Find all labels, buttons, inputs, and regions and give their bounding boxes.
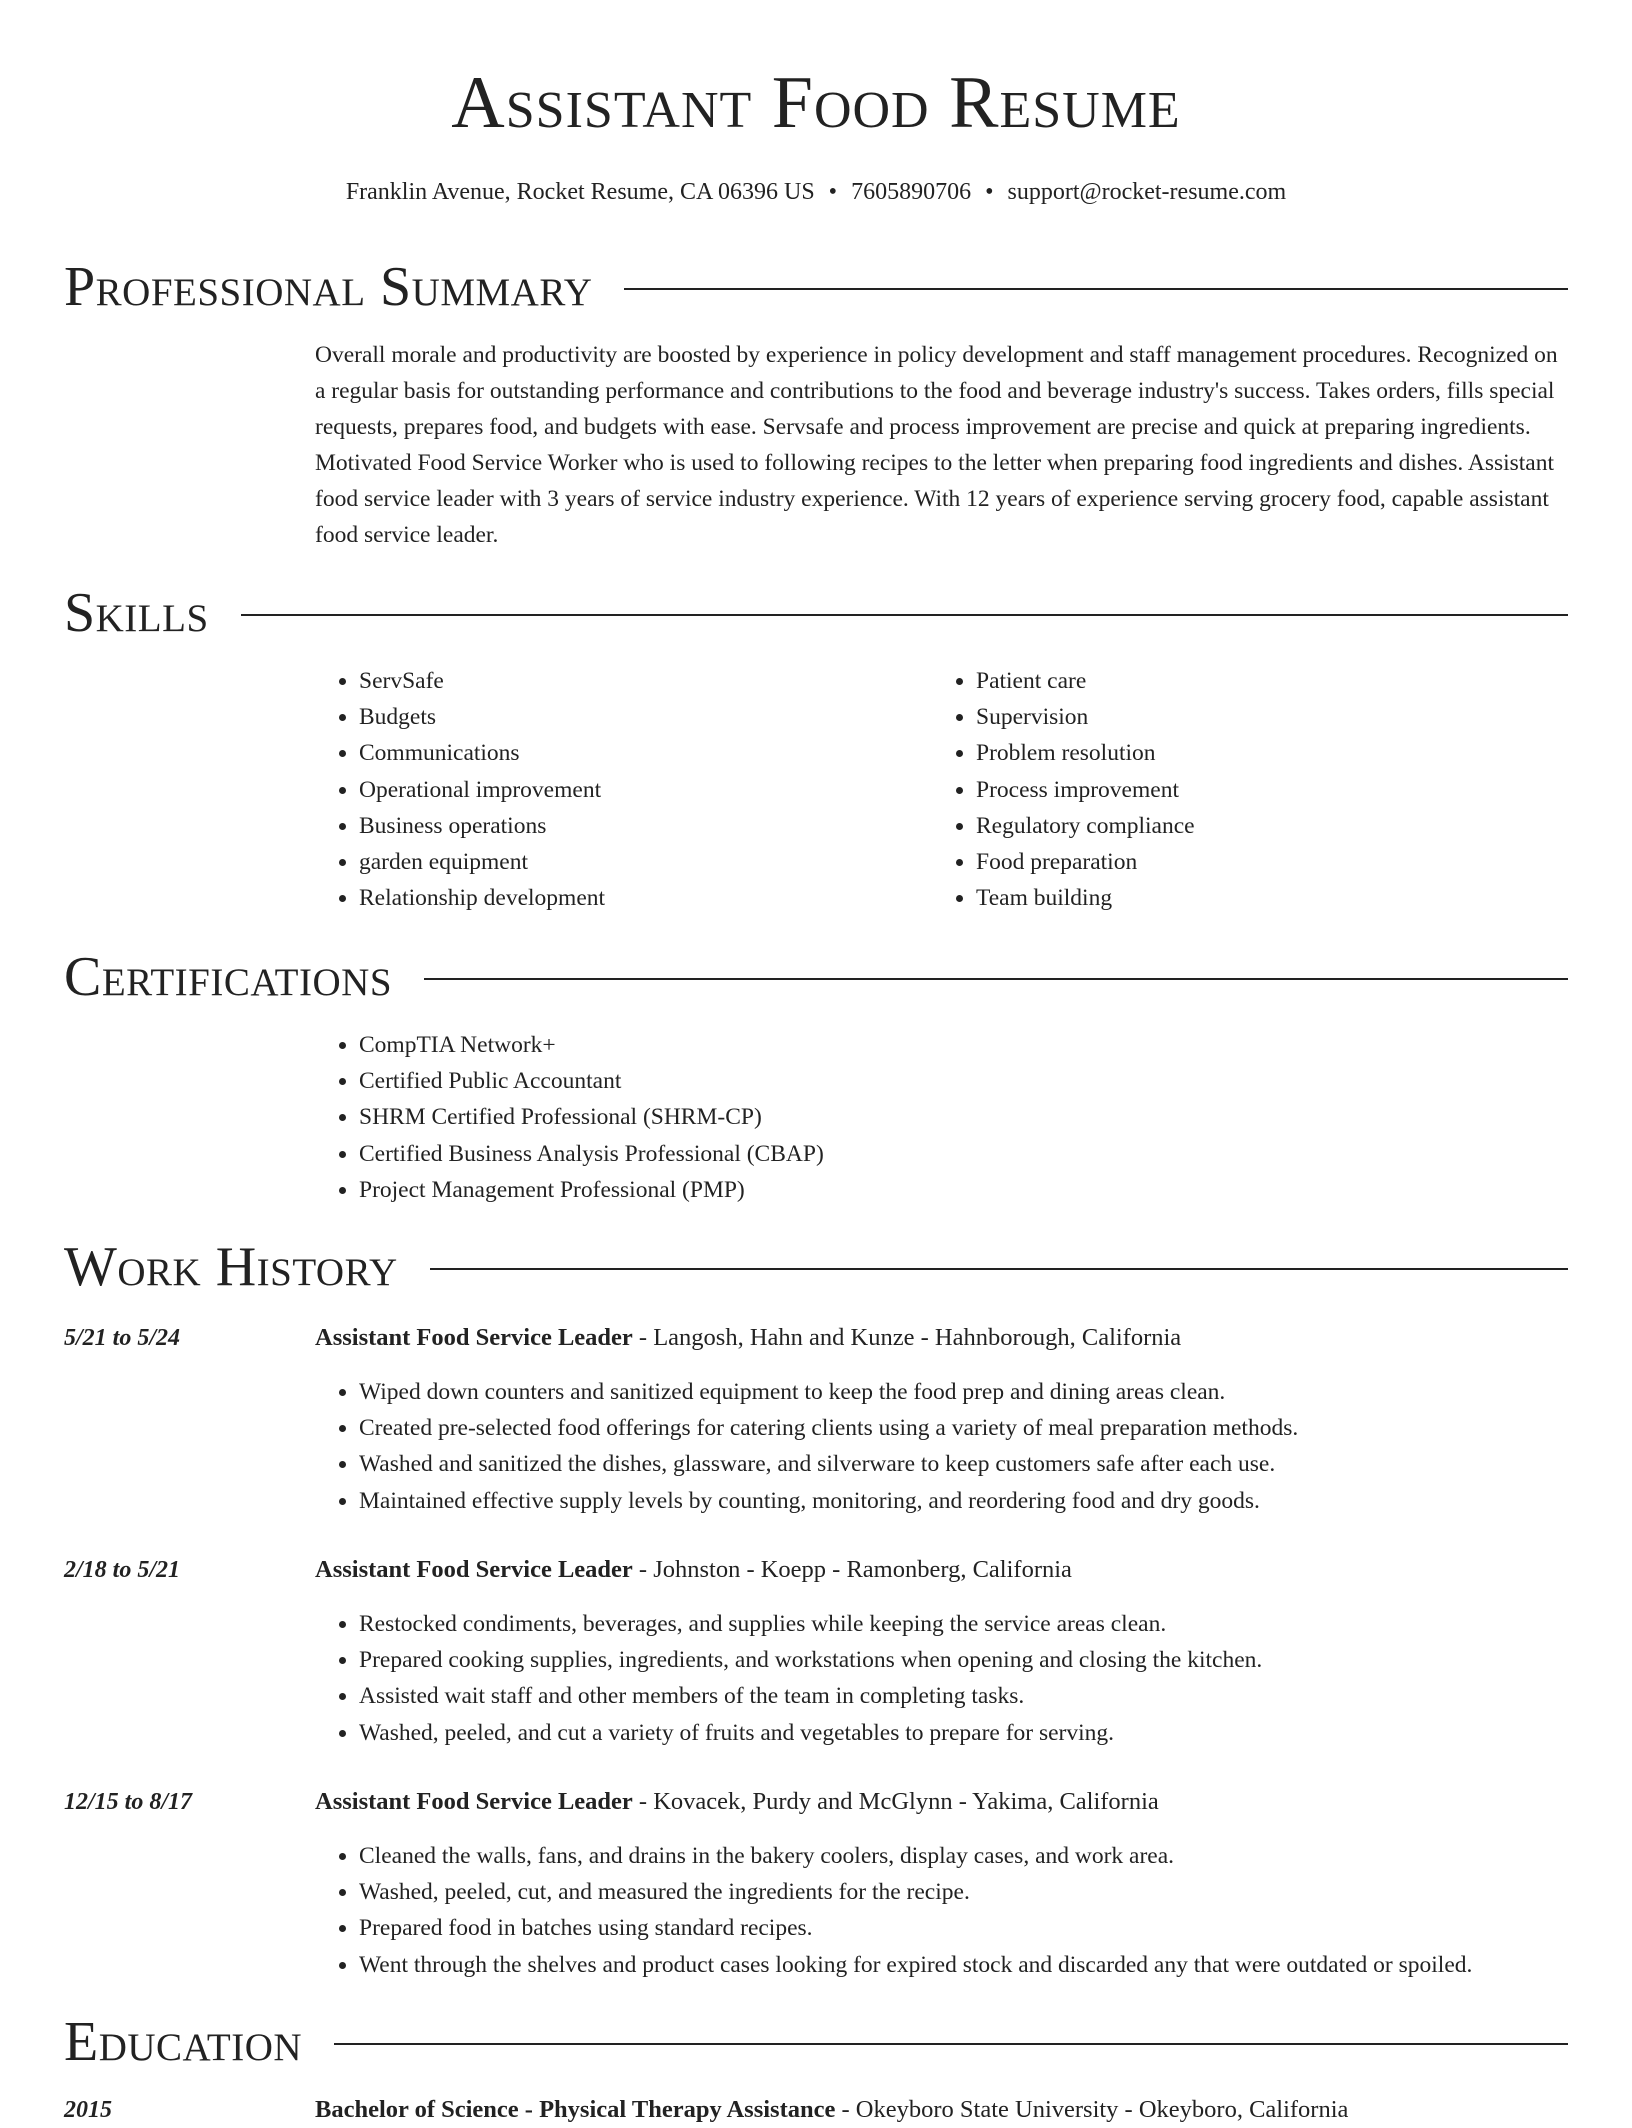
section-divider [424, 978, 1568, 980]
section-divider [624, 288, 1568, 290]
section-divider [334, 2043, 1568, 2045]
duty-item: • Wiped down counters and sanitized equipment to keep the food prep and dining areas clean. [359, 1374, 1575, 1410]
work-history-heading: Work History [64, 1236, 398, 1298]
certification-item: • SHRM Certified Professional (SHRM-CP) [359, 1099, 1215, 1135]
skills-section-header [64, 578, 1568, 648]
summary-heading: Professional Summary [64, 256, 593, 318]
certification-item: • Certified Business Analysis Professional (CBAP) [359, 1136, 1215, 1172]
duty-item: • Created pre-selected food offerings for catering clients using a variety of meal preparation methods. [359, 1410, 1575, 1446]
section-divider [241, 614, 1568, 616]
certification-item: • Certified Public Accountant [359, 1063, 1215, 1099]
education-section-header [64, 2007, 1568, 2077]
job-duties [315, 1606, 1575, 1751]
job-title: Assistant Food Service Leader [315, 1788, 633, 1815]
contact-email[interactable]: support@rocket-resume.com [1007, 179, 1287, 205]
duty-item: • Cleaned the walls, fans, and drains in the bakery coolers, display cases, and work area. [359, 1838, 1575, 1874]
certifications-section-header [64, 942, 1568, 1012]
contact-separator: • [828, 179, 838, 205]
skill-item: • Budgets [359, 699, 915, 735]
resume-title: Assistant Food Resume [451, 62, 1181, 144]
job-heading [315, 1320, 1181, 1356]
skill-item: • Problem resolution [976, 735, 1532, 771]
job-heading [315, 1784, 1159, 1820]
duty-item: • Maintained effective supply levels by counting, monitoring, and reordering food and dry goods. [359, 1483, 1575, 1519]
work-history-section-header [64, 1232, 1568, 1302]
skills-list-right [932, 663, 1532, 916]
duty-item: • Washed, peeled, cut, and measured the ingredients for the recipe. [359, 1874, 1575, 1910]
duty-item: • Prepared cooking supplies, ingredients, and workstations when opening and closing the kitchen. [359, 1642, 1575, 1678]
duty-item: • Assisted wait staff and other members of the team in completing tasks. [359, 1678, 1575, 1714]
contact-line [0, 174, 1632, 210]
contact-address: Franklin Avenue, Rocket Resume, CA 06396 US [345, 179, 815, 205]
skill-item: • Team building [976, 880, 1532, 916]
skill-item: • Food preparation [976, 844, 1532, 880]
skill-item: • Process improvement [976, 772, 1532, 808]
duty-item: • Restocked condiments, beverages, and supplies while keeping the service areas clean. [359, 1606, 1575, 1642]
certifications-heading: Certifications [64, 946, 393, 1008]
skill-item: • Operational improvement [359, 772, 915, 808]
job-dates: 5/21 to 5/24 [64, 1325, 181, 1351]
summary-text: Overall morale and productivity are boosted by experience in policy development and staff management procedures. Recognized on a regular basis for outstanding performance and contributions to the food and beverage industry's success. Takes orders, fills special requests, prepares food, and budgets with ease. Servsafe and process improvement are precise and quick at preparing ingredients. Motivated Food Service Worker who is used to following recipes to the letter when preparing food ingredients and dishes. Assistant food service leader with 3 years of service industry experience. With 12 years of experience serving grocery food, capable assistant food service leader. [315, 342, 1558, 548]
education-degree: Bachelor of Science - Physical Therapy Assistance [315, 2096, 836, 2123]
summary-section-header [64, 252, 1568, 322]
job-dates: 12/15 to 8/17 [64, 1789, 193, 1815]
education-heading: Education [64, 2011, 303, 2073]
duty-item: • Went through the shelves and product cases looking for expired stock and discarded any that were outdated or spoiled. [359, 1947, 1575, 1983]
job-title: Assistant Food Service Leader [315, 1556, 633, 1583]
skills-heading: Skills [64, 582, 209, 644]
certification-item: • CompTIA Network+ [359, 1027, 1215, 1063]
job-employer-location: - Johnston - Koepp - Ramonberg, California [632, 1556, 1072, 1583]
skill-item: • Supervision [976, 699, 1532, 735]
contact-phone: 7605890706 [851, 179, 972, 205]
skill-item: • garden equipment [359, 844, 915, 880]
certification-item: • Project Management Professional (PMP) [359, 1172, 1215, 1208]
job-heading [315, 1552, 1072, 1588]
skill-item: • Business operations [359, 808, 915, 844]
skill-item: • Patient care [976, 663, 1532, 699]
skill-item: • Regulatory compliance [976, 808, 1532, 844]
job-employer-location: - Langosh, Hahn and Kunze - Hahnborough, California [632, 1324, 1182, 1351]
job-dates: 2/18 to 5/21 [64, 1557, 181, 1583]
contact-separator: • [985, 179, 994, 205]
job-duties [315, 1838, 1575, 1983]
job-duties [315, 1374, 1575, 1519]
job-employer-location: - Kovacek, Purdy and McGlynn - Yakima, California [632, 1788, 1159, 1815]
duty-item: • Prepared food in batches using standard recipes. [359, 1910, 1575, 1946]
duty-item: • Washed and sanitized the dishes, glassware, and silverware to keep customers safe after each use. [359, 1446, 1575, 1482]
skills-list-left [315, 663, 915, 916]
education-heading-line [315, 2092, 1348, 2128]
education-school-location: - Okeyboro State University - Okeyboro, California [835, 2096, 1349, 2123]
skill-item: • ServSafe [359, 663, 915, 699]
education-year: 2015 [64, 2097, 112, 2123]
section-divider [430, 1268, 1568, 1270]
duty-item: • Washed, peeled, and cut a variety of fruits and vegetables to prepare for serving. [359, 1715, 1575, 1751]
job-title: Assistant Food Service Leader [315, 1324, 633, 1351]
skill-item: • Relationship development [359, 880, 915, 916]
certifications-list [315, 1027, 1215, 1208]
skill-item: • Communications [359, 735, 915, 771]
